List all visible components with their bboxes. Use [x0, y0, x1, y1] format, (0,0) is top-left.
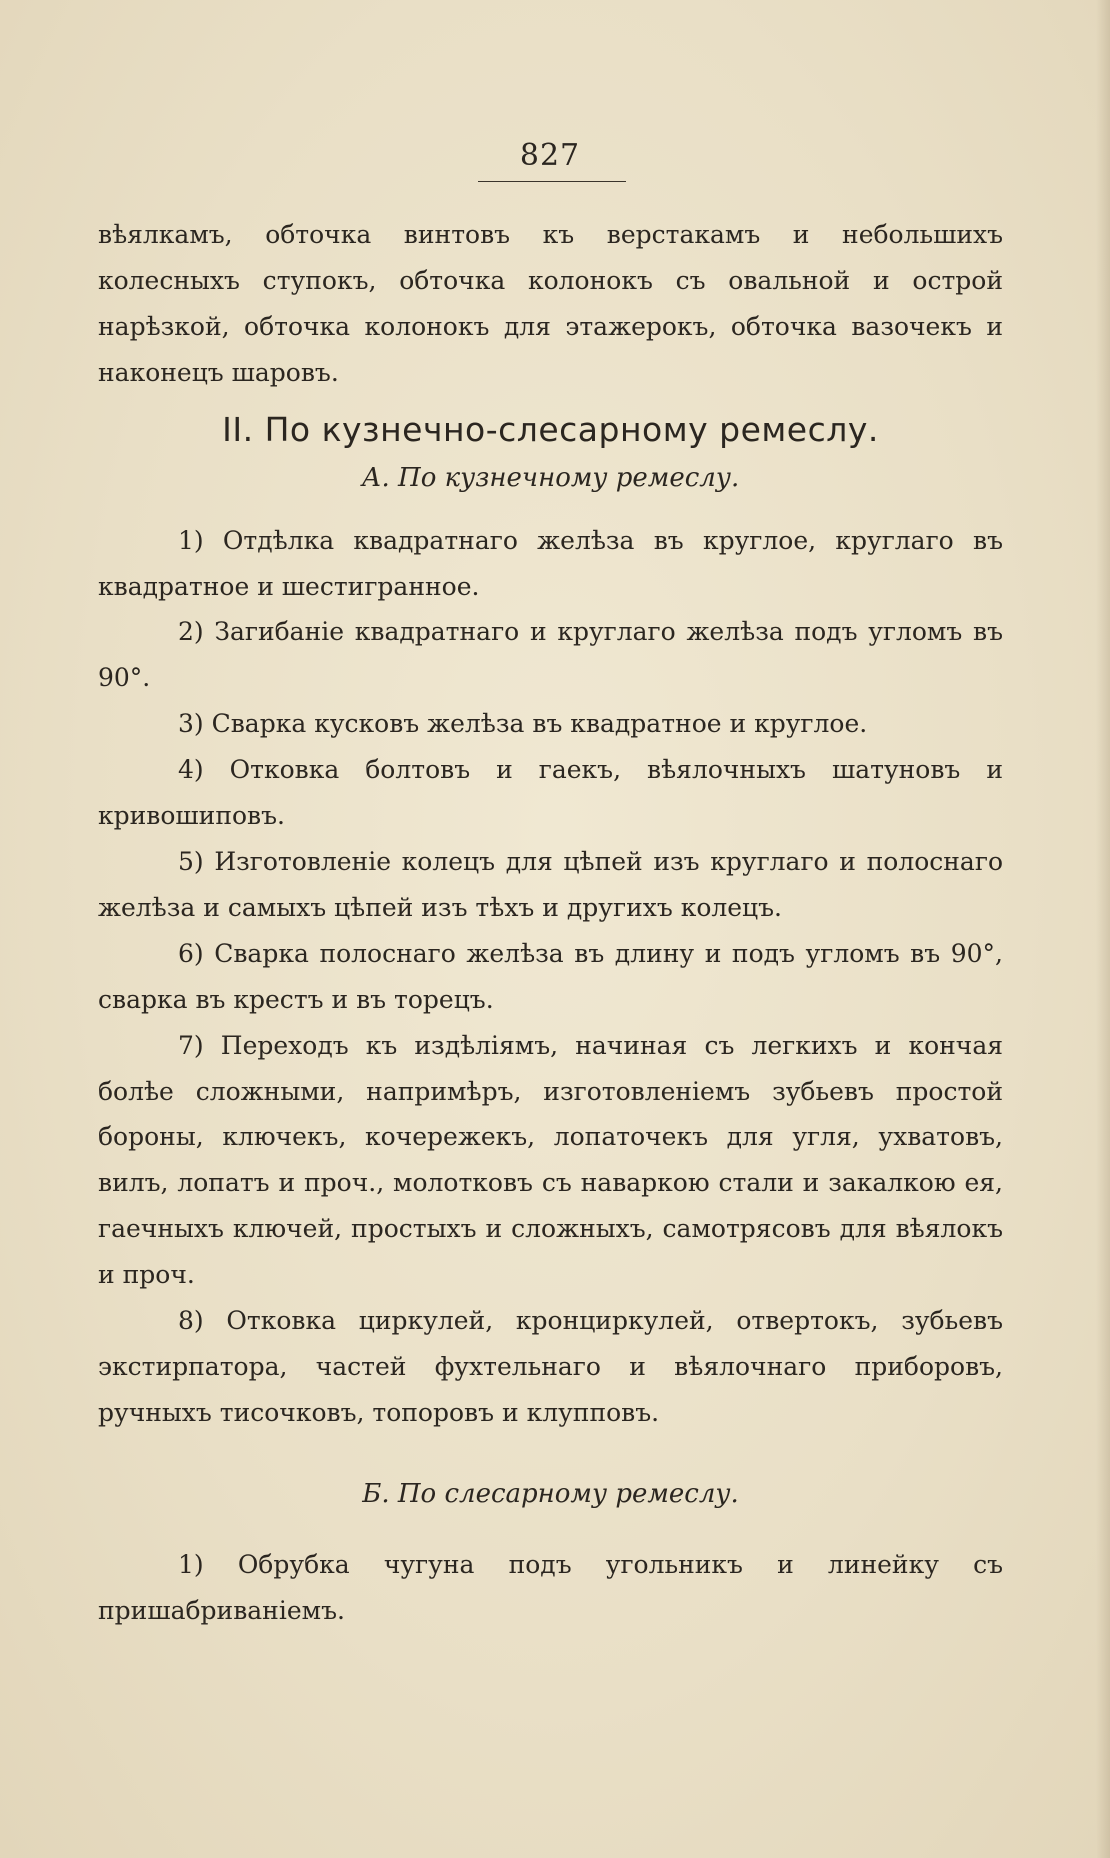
subsection-b-heading: Б. По слесарному ремеслу. — [362, 1478, 739, 1509]
subsection-a-heading: А. По кузнечному ремеслу. — [361, 462, 740, 493]
page-edge-shadow — [1096, 0, 1110, 1858]
list-item: 1) Обрубка чугуна подъ угольникъ и линейку съ пришабриваніемъ. — [98, 1549, 1003, 1625]
section-heading: II. По кузнечно-слесарному ремеслу. — [222, 409, 879, 449]
page-number-rule — [478, 181, 626, 182]
page-body — [98, 212, 1003, 1634]
list-item: 7) Переходъ къ издѣліямъ, начиная съ легкихъ и кончая болѣе сложными, напримѣръ, изготовленіемъ зубьевъ простой бороны, ключекъ, кочережекъ, лопаточекъ для угля, ухватовъ, вилъ, лопатъ и проч., молотковъ съ наваркою стали и закалкою ея, гаечныхъ ключей, простыхъ и сложныхъ, самотрясовъ для вѣялокъ и проч. — [98, 1030, 1003, 1290]
list-item: 1) Отдѣлка квадратнаго желѣза въ круглое, круглаго въ квадратное и шестигранное. — [98, 525, 1003, 601]
page-number: 827 — [519, 138, 581, 173]
list-item: 2) Загибаніе квадратнаго и круглаго желѣза подъ угломъ въ 90°. — [98, 617, 1003, 693]
intro-paragraph: вѣялкамъ, обточка винтовъ къ верстакамъ и небольшихъ колесныхъ ступокъ, обточка колонокъ съ овальной и острой нарѣзкой, обточка колонокъ для этажерокъ, обточка вазочекъ и наконецъ шаровъ. — [98, 220, 1003, 387]
list-item: 4) Отковка болтовъ и гаекъ, вѣялочныхъ шатуновъ и кривошиповъ. — [98, 755, 1003, 831]
list-item: 3) Сварка кусковъ желѣза въ квадратное и круглое. — [178, 709, 868, 739]
list-item: 6) Сварка полоснаго желѣза въ длину и подъ угломъ въ 90°, сварка въ крестъ и въ торецъ. — [98, 938, 1003, 1014]
list-item: 5) Изготовленіе колецъ для цѣпей изъ круглаго и полоснаго желѣза и самыхъ цѣпей изъ тѣхъ и другихъ колецъ. — [98, 846, 1003, 922]
list-item: 8) Отковка циркулей, кронциркулей, отвертокъ, зубьевъ экстирпатора, частей фухтельнаго и вѣялочнаго приборовъ, ручныхъ тисочковъ, топоровъ и клупповъ. — [98, 1306, 1003, 1427]
